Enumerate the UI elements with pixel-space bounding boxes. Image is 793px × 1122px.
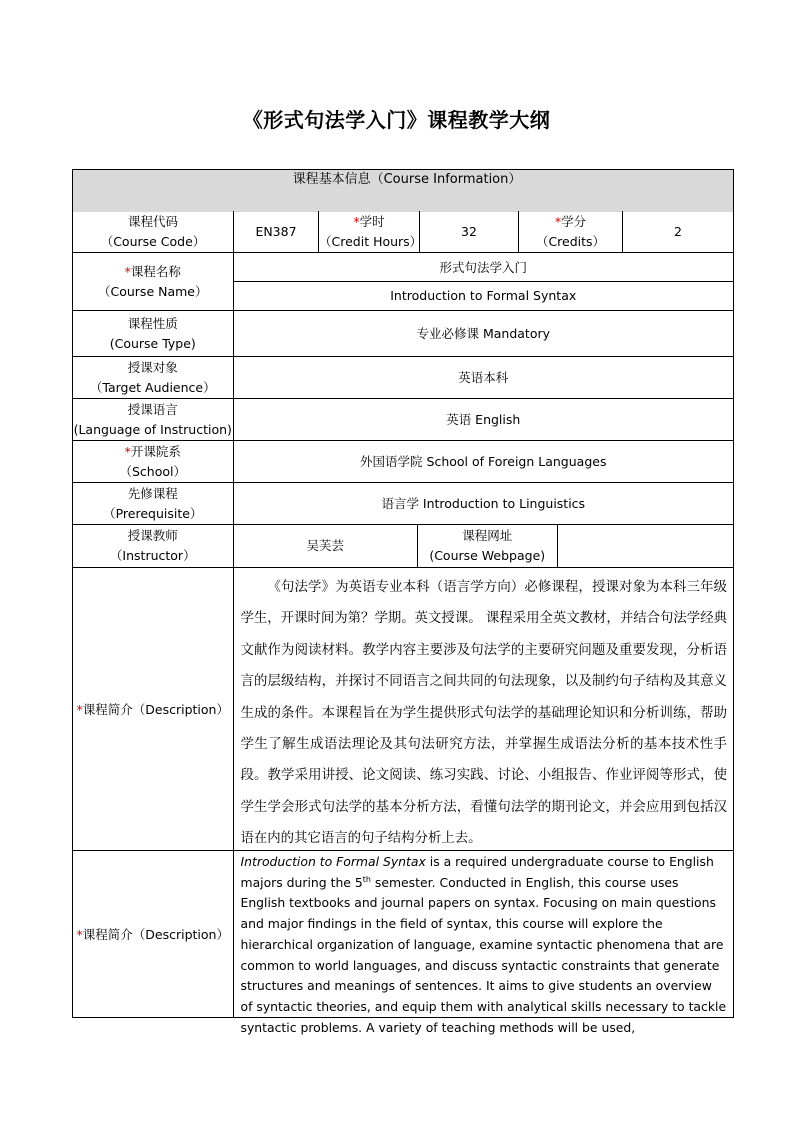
course-name-row xyxy=(72,253,734,311)
school-value: 外国语学院 School of Foreign Languages xyxy=(233,441,733,482)
prerequisite-value: 语言学 Introduction to Linguistics xyxy=(233,483,733,524)
course-type-row xyxy=(72,311,734,357)
prerequisite-label: 先修课程 （Prerequisite） xyxy=(103,485,203,521)
credits-label: *学分 （Credits） xyxy=(518,211,622,252)
course-type-label: 课程性质 (Course Type) xyxy=(109,315,196,351)
description-en-label: * 课程简介（Description） xyxy=(76,926,229,942)
instructor-label: 授课教师 （Instructor） xyxy=(109,528,196,563)
description-cn-row xyxy=(72,568,734,851)
description-en-text: Introduction to Formal Syntax is a required undergraduate course to English majors during the 5th semester. Conducted in English, this course uses English textbooks and journal papers on syntax. Focusing on main questions and major findings in the field of syntax, this course will explore the hierarchical organization of language, examine syntactic phenomena that are common to world languages, and discuss syntactic constraints that generate structures and meanings of sentences. It aims to give students an overview of syntactic theories, and equip them with analytical skills necessary to tackle syntactic problems. A variety of teaching methods will be used, xyxy=(233,851,734,1017)
description-en-row xyxy=(72,851,734,1035)
target-audience-label: 授课对象 （Target Audience） xyxy=(89,359,216,395)
target-audience-row xyxy=(72,357,734,399)
course-name-cn: 形式句法学入门 xyxy=(234,253,733,282)
instructor-value: 吴芙芸 xyxy=(233,525,417,567)
credits-value: 2 xyxy=(622,211,733,252)
school-row xyxy=(72,441,734,483)
school-label: *开课院系 （School） xyxy=(119,443,186,479)
page-title: 《形式句法学入门》课程教学大纲 xyxy=(242,108,551,132)
course-name-values xyxy=(233,253,733,310)
course-type-value: 专业必修课 Mandatory xyxy=(233,311,733,356)
course-code-label: 课程代码 （Course Code） xyxy=(100,213,206,249)
code-hours-credits-row xyxy=(72,211,734,253)
course-info-table xyxy=(72,169,734,1035)
course-name-label: *课程名称 （Course Name） xyxy=(98,263,208,299)
language-row xyxy=(72,399,734,441)
webpage-value[interactable] xyxy=(557,525,733,567)
language-value: 英语 English xyxy=(233,399,733,440)
section-header: 课程基本信息（Course Information） xyxy=(73,170,733,212)
language-label: 授课语言 (Language of Instruction) xyxy=(73,401,232,437)
course-name-en: Introduction to Formal Syntax xyxy=(390,288,577,304)
description-cn-text: 《句法学》为英语专业本科（语言学方向）必修课程，授课对象为本科三年级学生，开课时间为第？学期。英文授课。 课程采用全英文教材，并结合句法学经典文献作为阅读材料。教学内容主要涉及句法学的主要研究问题及重要发现，分析语言的层级结构，并探讨不同语言之间共同的句法现象，以及制约句子结构及其意义生成的条件。本课程旨在为学生提供形式句法学的基础理论知识和分析训练，帮助学生了解生成语法理论及其句法研究方法，并掌握生成语法分析的基本技术性手段。教学采用讲授、论文阅读、练习实践、讨论、小组报告、作业评阅等形式，使学生学会形式句法学的基本分析方法，看懂句法学的期刊论文，并会应用到包括汉语在内的其它语言的句子结构分析上去。 xyxy=(233,568,734,850)
target-audience-value: 英语本科 xyxy=(233,357,733,398)
course-code-value: EN387 xyxy=(233,211,318,252)
description-cn-label: * 课程简介（Description） xyxy=(76,701,229,717)
credit-hours-value: 32 xyxy=(419,211,518,252)
section-header-row xyxy=(72,169,734,211)
instructor-row xyxy=(72,525,734,568)
webpage-label: 课程网址 (Course Webpage) xyxy=(417,525,557,567)
credit-hours-label: *学时 （Credit Hours） xyxy=(318,211,419,252)
prerequisite-row xyxy=(72,483,734,525)
